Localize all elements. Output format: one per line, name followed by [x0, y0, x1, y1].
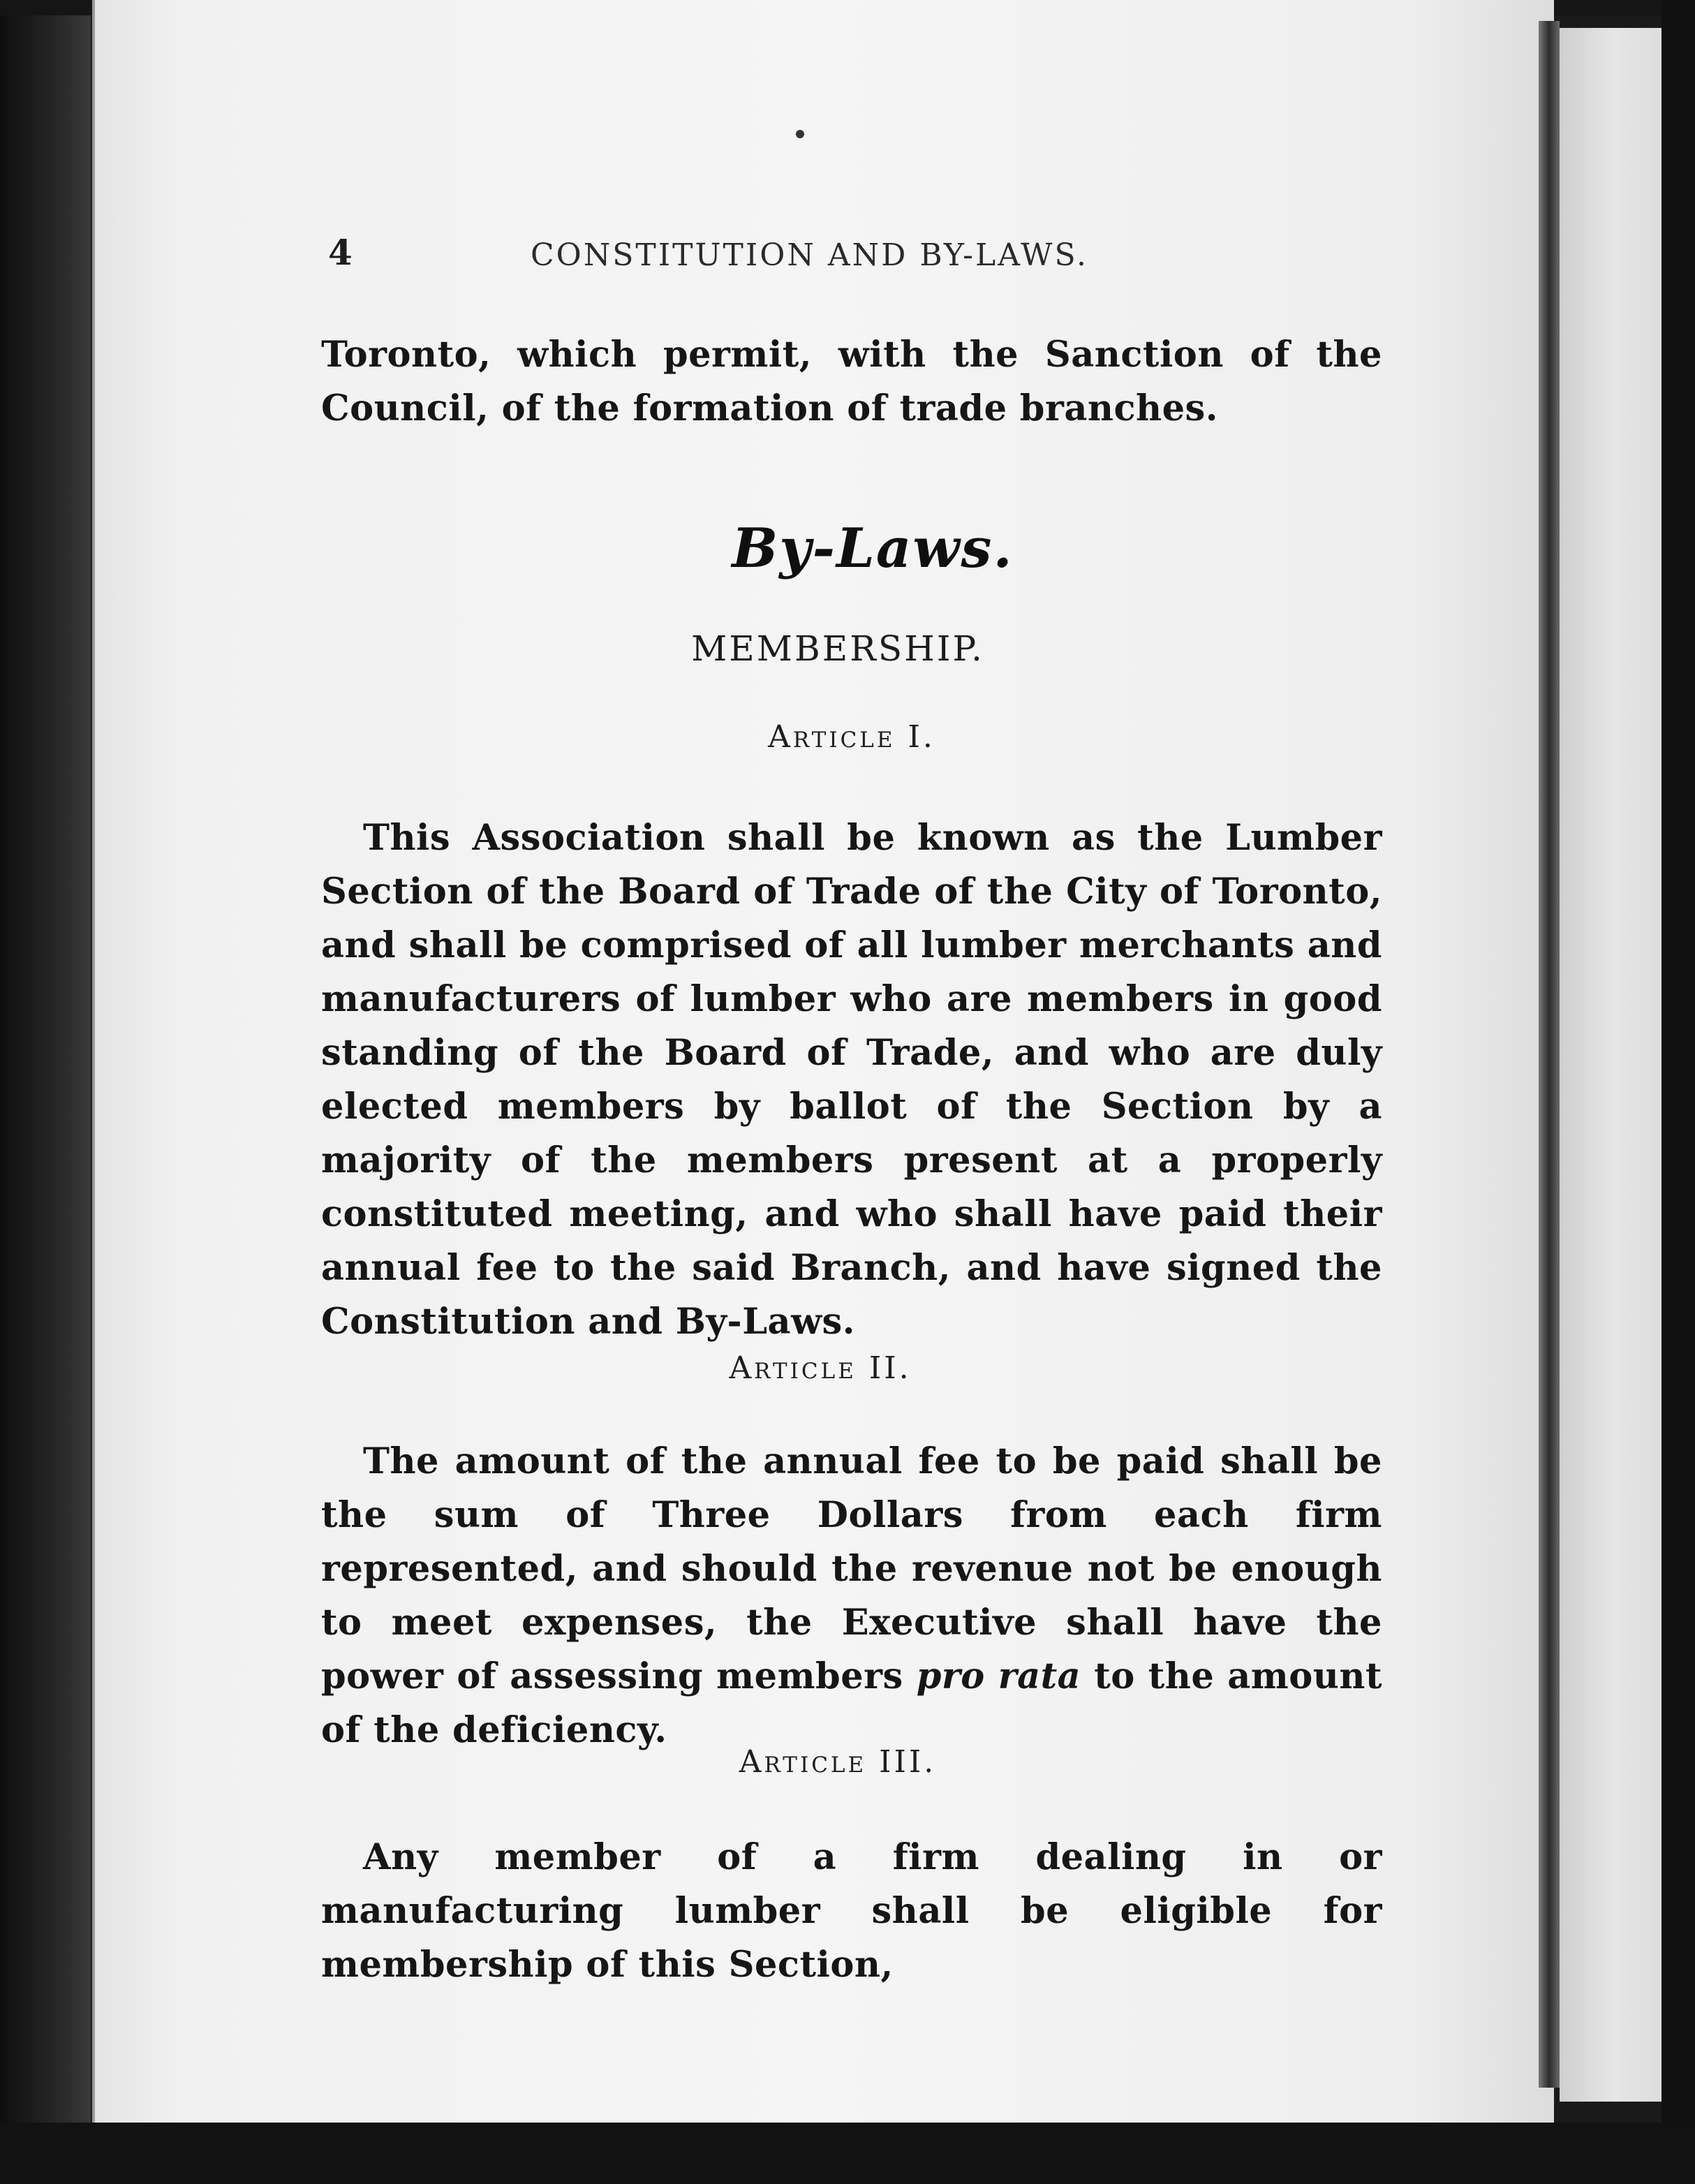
article-heading: Article II. [729, 1350, 912, 1386]
continuation-paragraph: Toronto, which permit, with the Sanction of the Council, of the formation of trade branches. [321, 334, 1382, 429]
article-heading: Article III. [739, 1744, 937, 1780]
article-heading: Article I. [768, 719, 935, 755]
section-heading: MEMBERSHIP. [691, 628, 984, 669]
scan-border-bottom [0, 2123, 1695, 2184]
book-gutter [1539, 21, 1560, 2088]
article-text-part: The amount of the annual fee to be paid shall be the sum of Three Dollars from each firm represented, and should the revenue not be enough to meet expenses, the Executive shall have the power of assessing members [321, 1440, 1382, 1697]
running-head [328, 232, 1410, 281]
article-text-part: to the amount of the deficiency. [321, 1655, 1382, 1751]
article-paragraph: This Association shall be known as the Lumber Section of the Board of Trade of the City of Toronto, and shall be comprised of all lumber merchants and manufacturers of lumber who are members in good standing of the Board of Trade, and who are duly elected members by ballot of the Section by a majority of the members present at a properly constituted meeting, and who shall have paid their annual fee to the said Branch, and have signed the Constitution and By-Laws. [321, 817, 1382, 1343]
scan-border-right [1661, 0, 1695, 2184]
italic-phrase: pro rata [916, 1655, 1081, 1697]
article-paragraph [321, 1435, 1382, 1757]
running-title: CONSTITUTION AND BY-LAWS. [531, 237, 1089, 273]
scan-border-left [0, 0, 91, 2184]
page-number: 4 [328, 232, 353, 273]
article-paragraph: Any member of a firm dealing in or manufacturing lumber shall be eligible for membership of this Section, [321, 1836, 1382, 1986]
bylaws-title: By-Laws. [732, 517, 1014, 580]
ink-speck [796, 130, 804, 138]
